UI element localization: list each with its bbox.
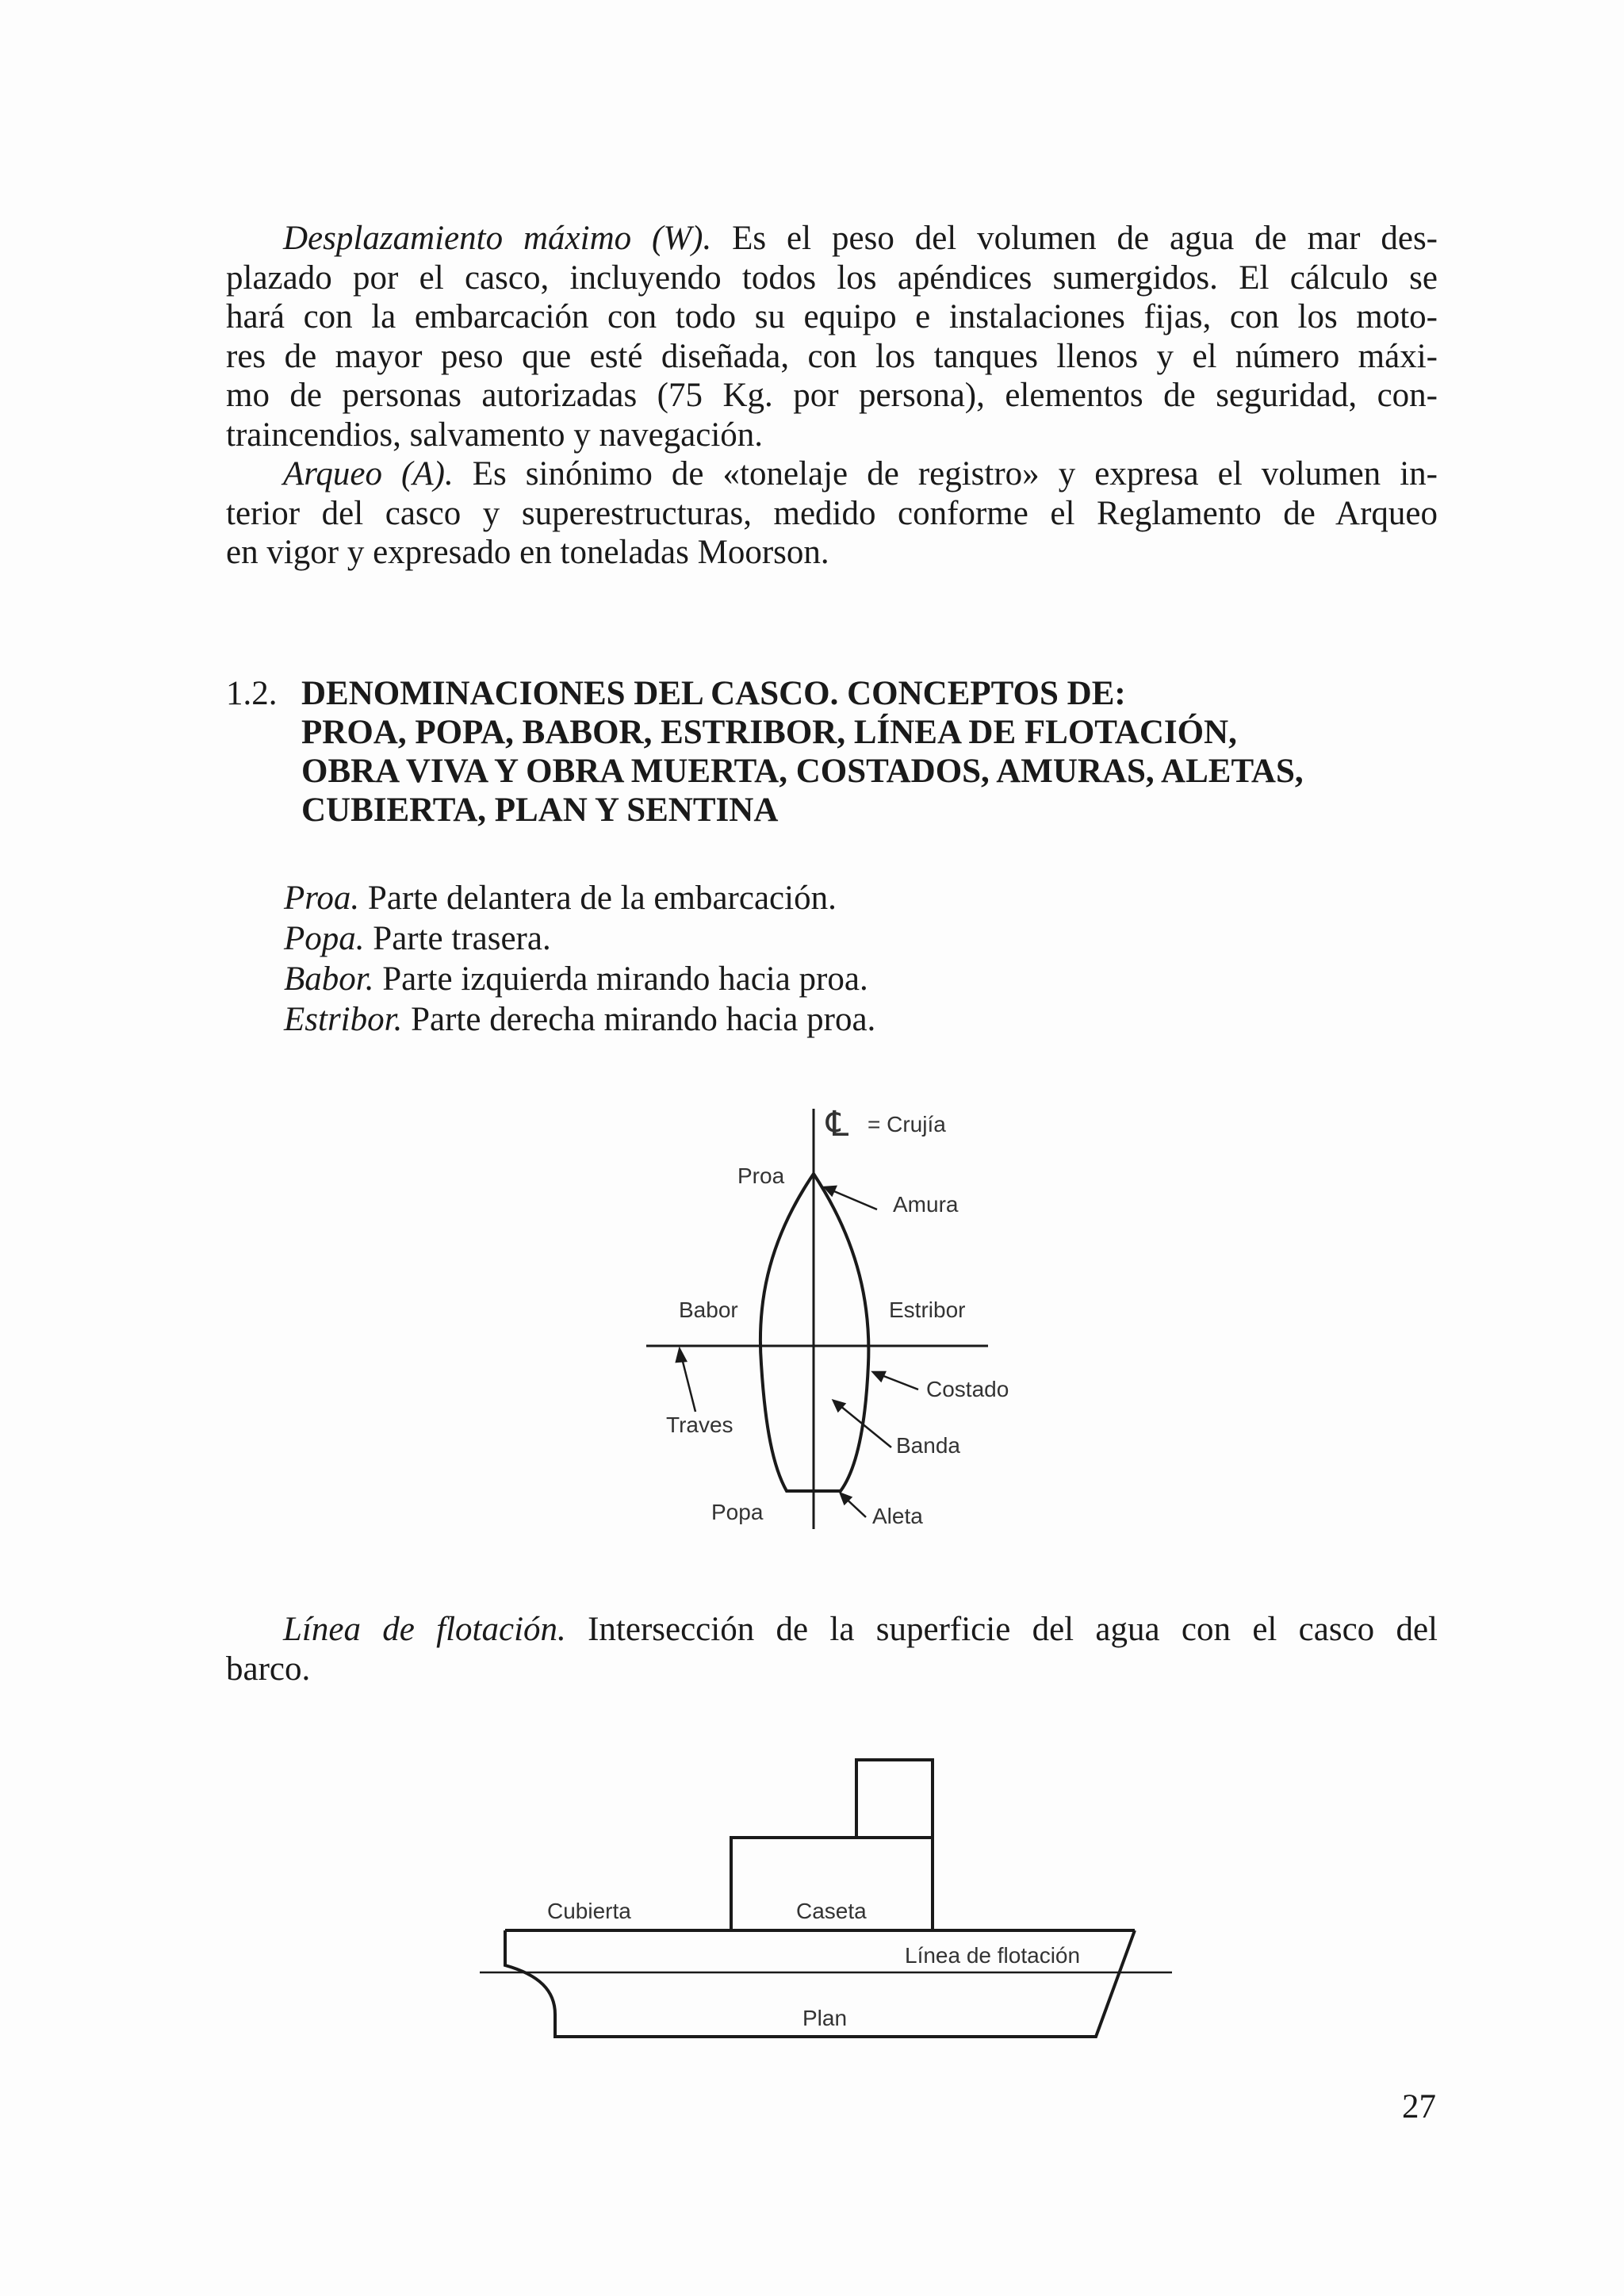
definition-babor: Babor. Parte izquierda mirando hacia proa. xyxy=(284,960,868,998)
label-banda: Banda xyxy=(896,1433,960,1458)
label-caseta: Caseta xyxy=(796,1899,867,1923)
label-traves: Traves xyxy=(666,1412,733,1437)
label-proa: Proa xyxy=(737,1163,785,1188)
label-estribor: Estribor xyxy=(889,1297,966,1322)
section-number: 1.2. xyxy=(226,675,278,712)
banda-arrowhead xyxy=(833,1401,845,1411)
label-plan: Plan xyxy=(802,2006,848,2030)
traves-arrowhead xyxy=(676,1349,686,1362)
term-linea-flotacion: Línea de flotación. xyxy=(283,1611,566,1648)
definition-popa: Popa. Parte trasera. xyxy=(284,920,551,957)
paragraph-desplazamiento: Desplazamiento máximo (W). Es el peso del volumen de agua de mar des- plazado por el casco, incluyendo todos los apéndices sumergidos. El cálculo se hará con la embarcación con todo su equipo e instalaciones fijas, con los moto- res de mayor peso que esté diseñada, con los tanques llenos y el número máxi- mo de personas autorizadas (75 Kg. por persona), elementos de seguridad, con- traincendios, salvamento y navegación. xyxy=(226,220,1438,454)
label-popa: Popa xyxy=(711,1500,764,1524)
costado-arrowhead xyxy=(873,1372,885,1381)
paragraph-linea-flotacion: Línea de flotación. Intersección de la superficie del agua con el casco del barco. xyxy=(226,1611,1438,1688)
label-babor: Babor xyxy=(679,1297,738,1322)
label-cubierta: Cubierta xyxy=(547,1899,631,1923)
definition-estribor: Estribor. Parte derecha mirando hacia proa. xyxy=(284,1001,876,1038)
term-arqueo: Arqueo (A). xyxy=(283,455,454,493)
crujia-symbol: ℄ xyxy=(826,1105,849,1144)
definition-proa: Proa. Parte delantera de la embarcación. xyxy=(284,880,837,917)
label-crujia: = Crujía xyxy=(868,1112,946,1137)
term-desplazamiento: Desplazamiento máximo (W). xyxy=(283,220,712,257)
label-amura: Amura xyxy=(893,1192,959,1217)
label-linea-flotacion: Línea de flotación xyxy=(905,1943,1081,1968)
label-aleta: Aleta xyxy=(872,1504,923,1528)
chimney xyxy=(856,1760,933,1838)
page-number: 27 xyxy=(1402,2088,1436,2125)
paragraph-arqueo: Arqueo (A). Es sinónimo de «tonelaje de registro» y expresa el volumen in- terior del casco y superestructuras, medido conforme el Reglamento de Arqueo en vigor y expresado en toneladas Moorson. xyxy=(226,455,1438,571)
label-costado: Costado xyxy=(926,1377,1009,1401)
